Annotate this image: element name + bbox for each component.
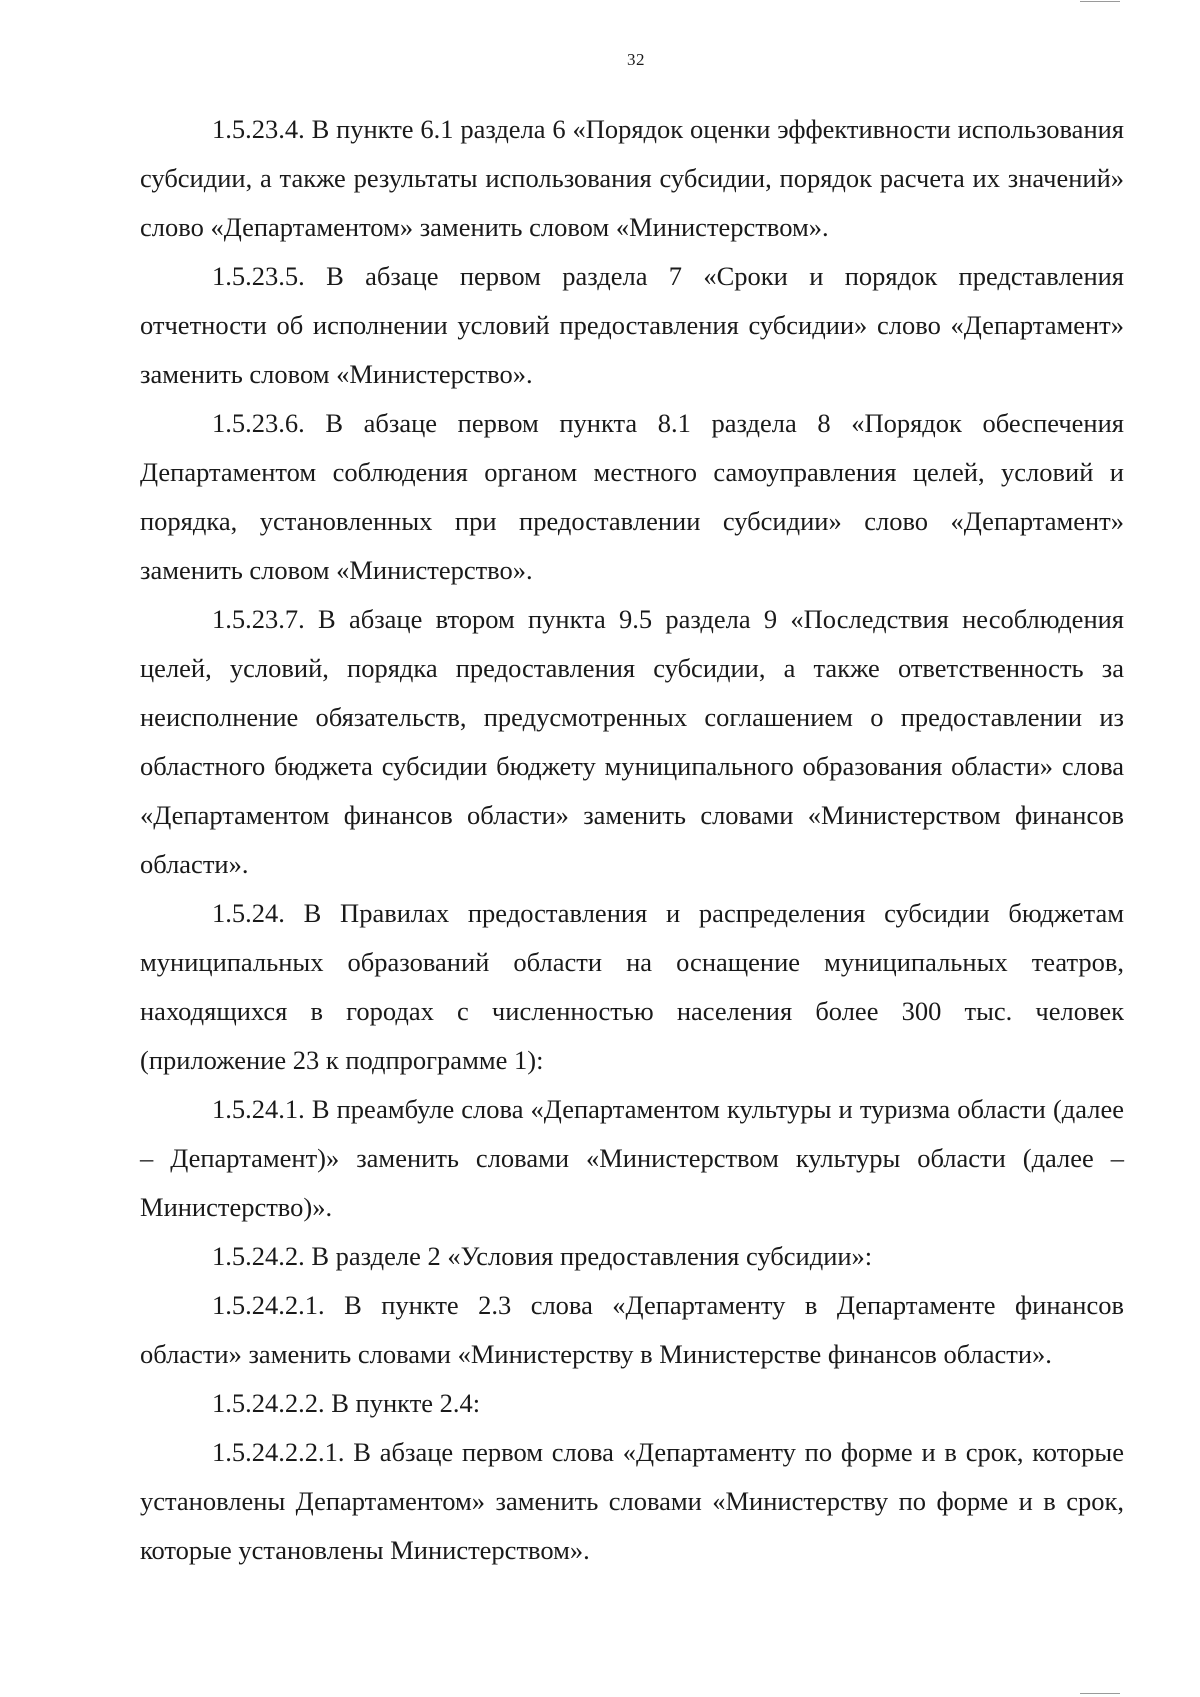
scan-edge-mark-top [1080,1,1120,2]
paragraph-1-5-24-2-1: 1.5.24.2.1. В пункте 2.3 слова «Департаменту в Департаменте финансов области» заменить словами «Министерству в Министерстве финансов области». [140,1290,1124,1369]
page-number: 32 [627,50,645,69]
paragraph-1-5-24-1: 1.5.24.1. В преамбуле слова «Департаментом культуры и туризма области (далее – Департамент)» заменить словами «Министерством культуры области (далее – Министерство)». [140,1094,1124,1222]
paragraph-1-5-23-7: 1.5.23.7. В абзаце втором пункта 9.5 раздела 9 «Последствия несоблюдения целей, условий, порядка предоставления субсидии, а также ответственность за неисполнение обязательств, предусмотренных соглашением о предоставлении из областного бюджета субсидии бюджету муниципального образования области» слова «Департаментом финансов области» заменить словами «Министерством финансов области». [140,604,1124,879]
paragraph-1-5-23-6: 1.5.23.6. В абзаце первом пункта 8.1 раздела 8 «Порядок обеспечения Департаментом соблюдения органом местного самоуправления целей, условий и порядка, установленных при предоставлении субсидии» слово «Департамент» заменить словом «Министерство». [140,408,1124,585]
paragraph-1-5-23-4: 1.5.23.4. В пункте 6.1 раздела 6 «Порядок оценки эффективности использования субсидии, а также результаты использования субсидии, порядок расчета их значений» слово «Департаментом» заменить словом «Министерством». [140,114,1124,242]
document-body [140,105,1124,1575]
scan-edge-mark-bottom [1080,1693,1120,1694]
paragraph-1-5-24: 1.5.24. В Правилах предоставления и распределения субсидии бюджетам муниципальных образований области на оснащение муниципальных театров, находящихся в городах с численностью населения более 300 тыс. человек (приложение 23 к подпрограмме 1): [140,898,1124,1075]
paragraph-1-5-24-2: 1.5.24.2. В разделе 2 «Условия предоставления субсидии»: [212,1241,873,1271]
paragraph-1-5-23-5: 1.5.23.5. В абзаце первом раздела 7 «Сроки и порядок представления отчетности об исполнении условий предоставления субсидии» слово «Департамент» заменить словом «Министерство». [140,261,1124,389]
paragraph-1-5-24-2-2: 1.5.24.2.2. В пункте 2.4: [212,1388,481,1418]
paragraph-1-5-24-2-2-1: 1.5.24.2.2.1. В абзаце первом слова «Департаменту по форме и в срок, которые установлены Департаментом» заменить словами «Министерству по форме и в срок, которые установлены Министерством». [140,1437,1124,1565]
